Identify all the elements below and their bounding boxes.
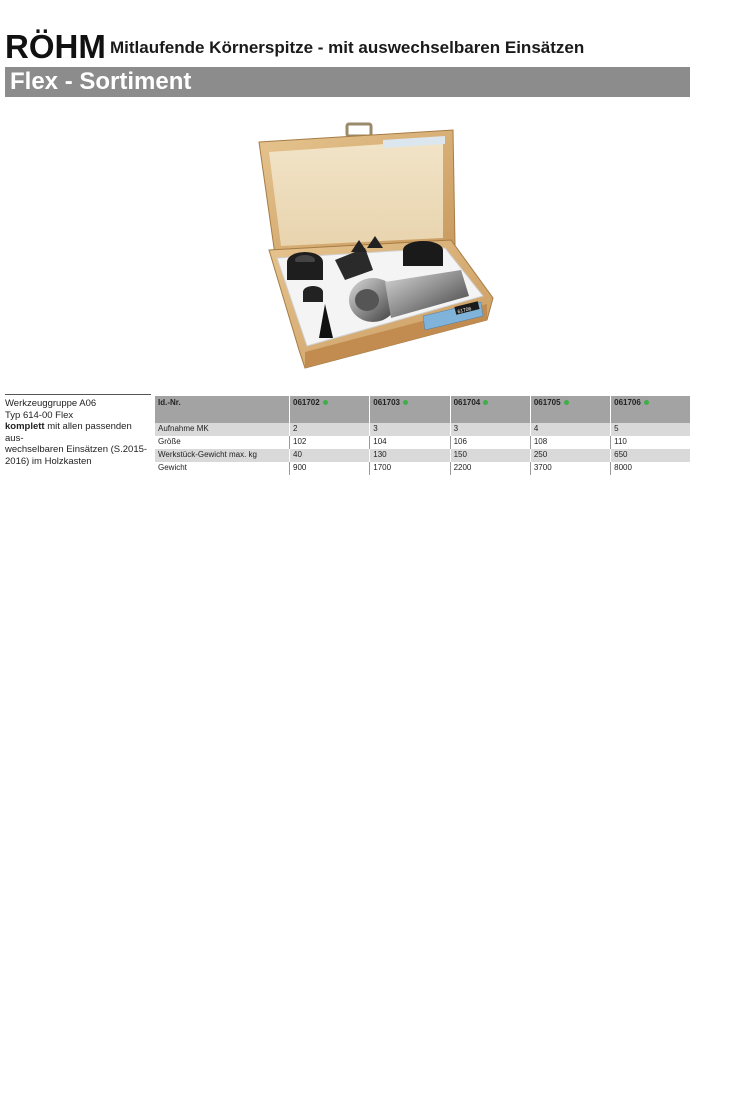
row-label: Aufnahme MK (155, 423, 290, 436)
availability-dot-icon (644, 400, 649, 405)
table-cell: 1700 (370, 462, 450, 475)
availability-dot-icon (403, 400, 408, 405)
table-cell: 5 (611, 423, 690, 436)
availability-dot-icon (323, 400, 328, 405)
table-cell: 250 (530, 449, 610, 462)
table-cell: 104 (370, 436, 450, 449)
description-line: 2016) im Holzkasten (5, 455, 92, 467)
case-lid-lining (269, 140, 443, 246)
table-header-row (155, 396, 690, 423)
header-id-cell (450, 396, 530, 423)
table-cell: 130 (370, 449, 450, 462)
table-cell: 2 (290, 423, 370, 436)
description-line: Typ 614-00 Flex (5, 409, 74, 421)
description-text: mit allen passenden aus- (5, 421, 132, 444)
case-label-text: 61706 (457, 306, 472, 316)
header-id-cell (530, 396, 610, 423)
product-description (5, 398, 151, 467)
id-number: 061704 (453, 398, 481, 407)
table-cell: 106 (450, 436, 530, 449)
description-line: wechselbaren Einsätzen (S.2015- (5, 444, 148, 455)
row-label: Werkstück-Gewicht max. kg (155, 449, 290, 462)
table-cell: 102 (290, 436, 370, 449)
case-handle (347, 124, 371, 136)
table-row (155, 423, 690, 436)
table-row (155, 436, 690, 449)
id-number: 061703 (373, 398, 400, 407)
spec-table (155, 396, 690, 475)
row-label: Größe (155, 436, 290, 449)
roehm-logo (5, 30, 106, 64)
description-divider (5, 394, 151, 395)
table-cell: 3 (370, 423, 450, 436)
table-row (155, 449, 690, 462)
header-id-cell (611, 396, 690, 423)
availability-dot-icon (483, 400, 488, 405)
id-number: 061702 (293, 398, 320, 407)
availability-dot-icon (564, 400, 569, 405)
section-title: Flex - Sortiment (10, 68, 192, 95)
description-line: Werkzeuggruppe A06 (5, 398, 97, 409)
table-cell: 8000 (611, 462, 690, 475)
logo-text: RÖHM (5, 28, 106, 65)
header-id-label: Id.-Nr. (155, 396, 290, 423)
page-headline: Mitlaufende Körnerspitze - mit auswechselbaren Einsätzen (110, 38, 585, 57)
id-number: 061705 (533, 398, 561, 407)
description-line (5, 421, 151, 444)
table-cell: 108 (530, 436, 610, 449)
table-cell: 110 (611, 436, 690, 449)
table-cell: 900 (290, 462, 370, 475)
product-photo (255, 120, 495, 375)
table-cell: 40 (290, 449, 370, 462)
table-cell: 2200 (450, 462, 530, 475)
header-id-cell (290, 396, 370, 423)
table-cell: 650 (611, 449, 690, 462)
table-cell: 3700 (530, 462, 610, 475)
description-bold: komplett (5, 421, 45, 432)
table-row (155, 462, 690, 475)
table-cell: 150 (450, 449, 530, 462)
table-cell: 3 (450, 423, 530, 436)
id-number: 061706 (614, 398, 641, 407)
section-title-bar (5, 67, 690, 97)
table-cell: 4 (530, 423, 610, 436)
row-label: Gewicht (155, 462, 290, 475)
header-id-cell (370, 396, 450, 423)
